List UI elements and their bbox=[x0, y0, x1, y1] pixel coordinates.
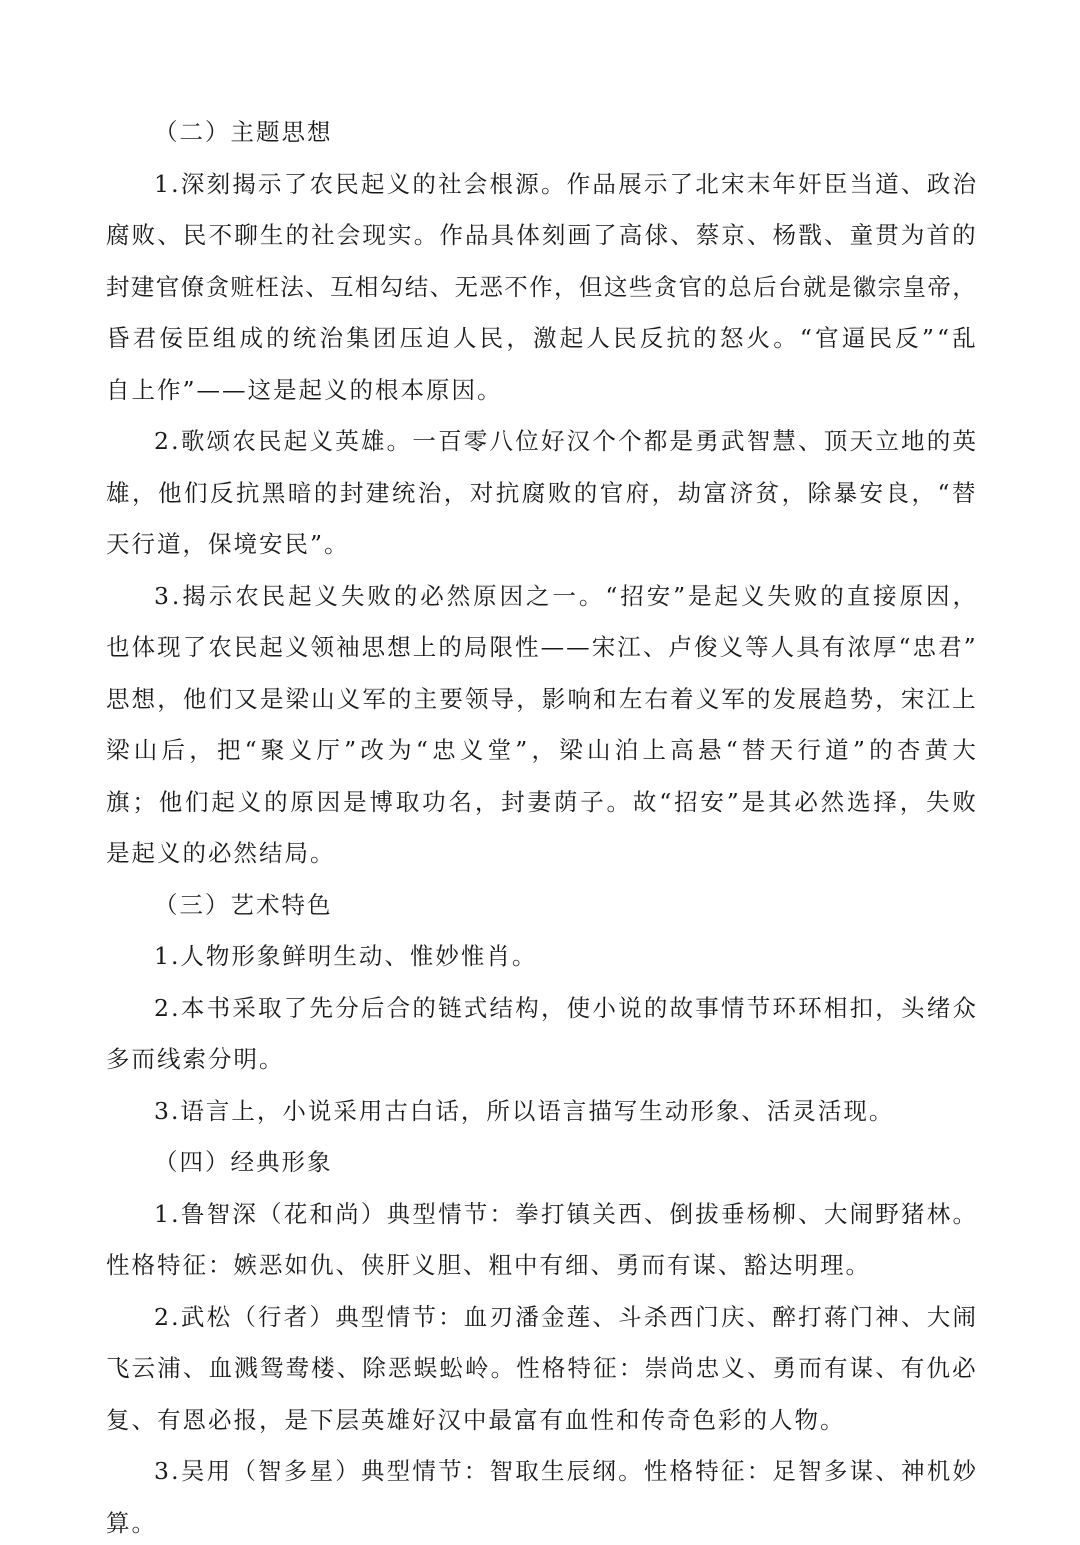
paragraph-line: 思 想 ， 他 们 又 是 梁 山 义 军 的 主 要 领 导 ， 影 响 和 左 右 着 义 军 的 发 展 趋 势 ， 宋 江 上 bbox=[106, 677, 976, 722]
paragraph-line: 算。 bbox=[106, 1501, 976, 1545]
paragraph-line: 雄 ， 他 们 反 抗 黑 暗 的 封 建 统 治 ， 对 抗 腐 败 的 官 府 ， 劫 富 济 贫 ， 除 暴 安 良 ， “ 替 bbox=[106, 471, 976, 516]
paragraph-line: 飞 云 浦 、 血 溅 鸳 鸯 楼 、 除 恶 蜈 蚣 岭 。 性 格 特 征 ： 崇 尚 忠 义 、 勇 而 有 谋 、 有 仇 必 bbox=[106, 1346, 976, 1391]
paragraph-line: 2 . 武 松 （ 行 者 ） 典 型 情 节 ： 血 刃 潘 金 莲 、 斗 杀 西 门 庆 、 醉 打 蒋 门 神 、 大 闹 bbox=[106, 1295, 976, 1340]
paragraph-line: 腐 败 、 民 不 聊 生 的 社 会 现 实 。 作 品 具 体 刻 画 了 高 俅 、 蔡 京 、 杨 戬 、 童 贯 为 首 的 bbox=[106, 213, 976, 258]
paragraph-line: 3 . 吴 用 （ 智 多 星 ） 典 型 情 节 ： 智 取 生 辰 纲 。 性 格 特 征 ： 足 智 多 谋 、 神 机 妙 bbox=[106, 1449, 976, 1494]
paragraph-line: 性格特征：嫉恶如仇、侠肝义胆、粗中有细、勇而有谋、豁达明理。 bbox=[106, 1243, 976, 1288]
section-heading: （三）艺术特色 bbox=[106, 883, 976, 928]
paragraph-line: 3 . 揭 示 农 民 起 义 失 败 的 必 然 原 因 之 一 。 “ 招 安 ” 是 起 义 失 败 的 直 接 原 因 ， bbox=[106, 574, 976, 619]
paragraph-line: 3.语言上，小说采用古白话，所以语言描写生动形象、活灵活现。 bbox=[106, 1089, 976, 1134]
document-page bbox=[106, 110, 976, 1545]
paragraph-line: 也 体 现 了 农 民 起 义 领 袖 思 想 上 的 局 限 性 — — 宋 江 、 卢 俊 义 等 人 具 有 浓 厚 “ 忠 君 ” bbox=[106, 625, 976, 670]
paragraph-line: 1.人物形象鲜明生动、惟妙惟肖。 bbox=[106, 934, 976, 979]
paragraph-line: 2 . 歌 颂 农 民 起 义 英 雄 。 一 百 零 八 位 好 汉 个 个 都 是 勇 武 智 慧 、 顶 天 立 地 的 英 bbox=[106, 419, 976, 464]
paragraph-line: 自上作”——这是起义的根本原因。 bbox=[106, 368, 976, 413]
paragraph-line: 多而线索分明。 bbox=[106, 1037, 976, 1082]
paragraph-line: 是起义的必然结局。 bbox=[106, 831, 976, 876]
paragraph-line: 1 . 鲁 智 深 （ 花 和 尚 ） 典 型 情 节 ： 拳 打 镇 关 西 、 倒 拔 垂 杨 柳 、 大 闹 野 猪 林 。 bbox=[106, 1192, 976, 1237]
paragraph-line: 昏 君 佞 臣 组 成 的 统 治 集 团 压 迫 人 民 ， 激 起 人 民 反 抗 的 怒 火 。 “ 官 逼 民 反 ” “ 乱 bbox=[106, 316, 976, 361]
paragraph-line: 旗 ； 他 们 起 义 的 原 因 是 博 取 功 名 ， 封 妻 荫 子 。 故 “ 招 安 ” 是 其 必 然 选 择 ， 失 败 bbox=[106, 780, 976, 825]
paragraph-line: 封 建 官 僚 贪 赃 枉 法 、 互 相 勾 结 、 无 恶 不 作 ， 但 这 些 贪 官 的 总 后 台 就 是 徽 宗 皇 帝 ， bbox=[106, 265, 976, 310]
section-heading: （二）主题思想 bbox=[106, 110, 976, 155]
paragraph-line: 梁 山 后 ， 把 “ 聚 义 厅 ” 改 为 “ 忠 义 堂 ” ， 梁 山 泊 上 高 悬 “ 替 天 行 道 ” 的 杏 黄 大 bbox=[106, 728, 976, 773]
paragraph-line: 1 . 深 刻 揭 示 了 农 民 起 义 的 社 会 根 源 。 作 品 展 示 了 北 宋 末 年 奸 臣 当 道 、 政 治 bbox=[106, 162, 976, 207]
section-heading: （四）经典形象 bbox=[106, 1140, 976, 1185]
paragraph-line: 2 . 本 书 采 取 了 先 分 后 合 的 链 式 结 构 ， 使 小 说 的 故 事 情 节 环 环 相 扣 ， 头 绪 众 bbox=[106, 986, 976, 1031]
paragraph-line: 天行道，保境安民”。 bbox=[106, 522, 976, 567]
paragraph-line: 复、有恩必报，是下层英雄好汉中最富有血性和传奇色彩的人物。 bbox=[106, 1398, 976, 1443]
